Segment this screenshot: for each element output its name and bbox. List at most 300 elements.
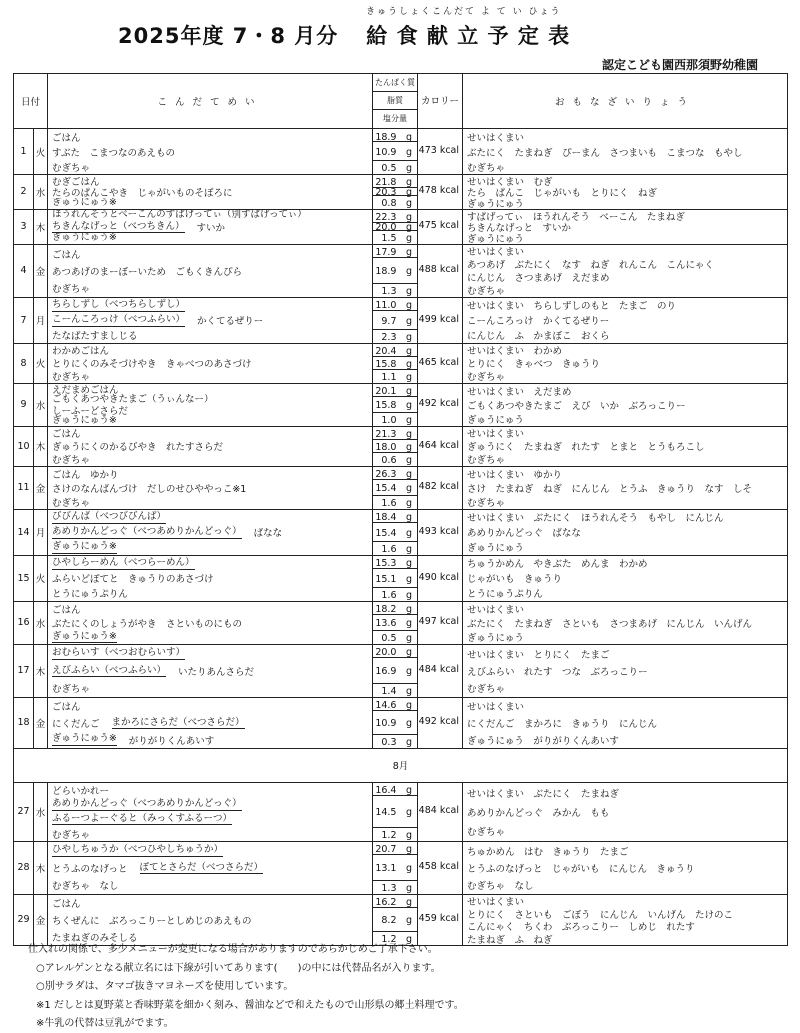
ingredient-line: ぎゅうにゅう (467, 234, 524, 244)
ingredients-cell (463, 894, 788, 945)
fat-value: 20.3 g (373, 188, 417, 196)
ingredient-line: ごもくあつやきたまご えび いか ぶろっこりー (467, 400, 686, 412)
menu-line (48, 245, 372, 262)
day-row (14, 175, 788, 210)
day-number: 29 (14, 894, 34, 945)
weekday: 水 (34, 782, 48, 841)
menu-line (48, 344, 372, 357)
menu-cell (48, 244, 373, 297)
nutrition-cell (373, 509, 418, 555)
menu-item: むぎちゃ (52, 372, 91, 383)
menu-item: がりがりくんあいす (128, 735, 215, 747)
day-row (14, 426, 788, 466)
ingredient-line: ぎゅうにく たまねぎ れたす とまと とうもろこし (467, 442, 705, 453)
calorie-value: 478 kcal (418, 175, 463, 210)
fat-value: 13.6 g (373, 615, 417, 631)
protein-value: 18.9 g (373, 130, 417, 142)
ingredient-line: せいはくまい (467, 247, 525, 258)
nutrition-cell (373, 209, 418, 244)
menu-cell (48, 383, 373, 426)
protein-value: 26.3 g (373, 468, 417, 480)
menu-line (48, 797, 372, 812)
ingredient-line: にんじん さつまあげ えだまめ (467, 273, 610, 284)
salt-value: 1.3 g (381, 285, 413, 297)
protein-value: 20.1 g (373, 385, 417, 397)
day-row (14, 509, 788, 555)
salt-value: 0.3 g (381, 736, 413, 748)
weekday: 木 (34, 209, 48, 244)
salt-value: 1.3 g (381, 882, 413, 894)
day-number: 7 (14, 297, 34, 343)
menu-item: ごはん (52, 604, 81, 616)
allergen-menu-item: ぽてとさらだ（べつさらだ） (139, 861, 264, 873)
allergen-menu-item: ちらしずし（べつちらしずし） (52, 299, 186, 311)
calorie-value: 490 kcal (418, 555, 463, 601)
menu-line (48, 715, 372, 732)
table-header-row (14, 74, 788, 129)
menu-item: ぎゅうにくのかるびやき れたすさらだ (52, 442, 224, 453)
menu-item: たなばたすましじる (52, 331, 138, 343)
ingredient-line: ぶたにく たまねぎ さといも さつまあげ にんじん いんげん (467, 618, 753, 630)
menu-line (48, 510, 372, 525)
day-row (14, 383, 788, 426)
day-number: 17 (14, 644, 34, 697)
protein-value: 16.2 g (373, 896, 417, 908)
ingredient-line: せいはくまい むぎ (467, 176, 553, 187)
calorie-value: 493 kcal (418, 509, 463, 555)
school-name: 認定こども園西那須野幼稚園 (601, 58, 758, 72)
salt-value: 0.6 g (381, 454, 413, 466)
menu-item: すいか (196, 222, 226, 233)
menu-line (48, 540, 372, 555)
ingredient-line: せいはくまい ゆかり (467, 469, 563, 481)
note-line: 仕入れの関係で、多少メニューが変更になる場合がありますのであらかじめご了承下さい。 (28, 944, 438, 955)
menu-cell (48, 466, 373, 509)
ingredient-line: むぎちゃ (467, 372, 506, 383)
fat-value: 14.5 g (373, 796, 417, 828)
menu-item: ごはん ゆかり (52, 469, 119, 481)
ingredient-line: ぎゅうにゅう がりがりくんあいす (467, 735, 619, 747)
menu-line (48, 645, 372, 662)
month-separator-row (14, 748, 788, 782)
allergen-menu-item: ぎゅうにゅう※ (52, 415, 117, 426)
allergen-menu-item: びびんば（べつびびんば） (52, 511, 167, 523)
menu-line (48, 405, 372, 416)
fat-value: 15.4 g (373, 523, 417, 542)
ingredient-line: すぱげってぃ ほうれんそう べーこん たまねぎ (467, 211, 685, 222)
menu-line (48, 453, 372, 466)
weekday: 金 (34, 244, 48, 297)
ingredient-line: ぎゅうにゅう (467, 632, 524, 644)
note-line: ※牛乳の代替は豆乳がでます。 (36, 1018, 174, 1029)
menu-item: むぎごはん (52, 176, 100, 187)
protein-value: 20.7 g (373, 843, 417, 855)
day-row (14, 697, 788, 748)
ingredient-line: ぶたにく たまねぎ ぴーまん さつまいも こまつな もやし (467, 147, 743, 159)
allergen-menu-item: ふるーつよーぐると（みっくすふるーつ） (52, 812, 233, 824)
menu-item: ごはん (52, 429, 81, 440)
menu-line (48, 481, 372, 495)
menu-line (48, 262, 372, 279)
day-row (14, 841, 788, 894)
calorie-value: 465 kcal (418, 343, 463, 383)
ingredient-line: むぎちゃ (467, 286, 506, 297)
salt-value: 1.0 g (381, 414, 413, 426)
calorie-value: 473 kcal (418, 129, 463, 175)
ingredient-line: たら ぱんこ じゃがいも とりにく ねぎ (467, 188, 658, 198)
menu-item: むぎちゃ (52, 455, 91, 466)
weekday: 水 (34, 175, 48, 210)
title-main: 給 食 献 立 予 定 表 (366, 24, 571, 48)
menu-line (48, 895, 372, 912)
weekday: 木 (34, 644, 48, 697)
fat-value: 15.8 g (373, 357, 417, 370)
salt-value: 1.2 g (381, 829, 413, 841)
allergen-menu-item: えびふらい（べつふらい） (52, 664, 167, 676)
day-number: 16 (14, 601, 34, 644)
weekday: 火 (34, 555, 48, 601)
nutrition-cell (373, 555, 418, 601)
menu-line (48, 680, 372, 697)
menu-item: ばなな (253, 528, 283, 540)
menu-cell (48, 894, 373, 945)
weekday: 水 (34, 383, 48, 426)
calorie-value: 458 kcal (418, 841, 463, 894)
ingredient-line: せいはくまい ぶたにく ほうれんそう もやし にんじん (467, 513, 724, 525)
protein-value: 11.0 g (373, 299, 417, 311)
allergen-menu-item: ひやしらーめん（べつらーめん） (52, 557, 195, 569)
day-number: 8 (14, 343, 34, 383)
ingredients-cell (463, 129, 788, 175)
menu-item: むぎちゃ なし (52, 881, 119, 893)
ingredient-line: せいはくまい えだまめ (467, 386, 572, 398)
menu-line (48, 394, 372, 405)
allergen-menu-item: ちきんなげっと（べつちきん） (52, 221, 185, 232)
menu-line (48, 495, 372, 509)
menu-line (48, 384, 372, 395)
weekday: 月 (34, 297, 48, 343)
fat-value: 18.9 g (373, 258, 417, 284)
nutrition-cell (373, 644, 418, 697)
menu-cell (48, 129, 373, 175)
ingredients-cell (463, 466, 788, 509)
day-number: 15 (14, 555, 34, 601)
day-row (14, 209, 788, 244)
menu-item: しーふーどさらだ (52, 406, 128, 416)
ingredient-line: せいはくまい とりにく たまご (467, 649, 610, 661)
menu-line (48, 198, 372, 209)
menu-table (13, 73, 788, 946)
allergen-menu-item: まかろにさらだ（べつさらだ） (111, 716, 245, 728)
nutrition-cell (373, 383, 418, 426)
day-number: 9 (14, 383, 34, 426)
menu-cell (48, 555, 373, 601)
menu-line (48, 616, 372, 630)
menu-line (48, 210, 372, 221)
menu-item: どらいかれー (52, 786, 110, 798)
calorie-value: 488 kcal (418, 244, 463, 297)
ingredients-cell (463, 383, 788, 426)
fat-value: 15.1 g (373, 569, 417, 588)
allergen-menu-item: ぎゅうにゅう※ (52, 630, 117, 642)
ingredient-line: せいはくまい (467, 132, 525, 144)
allergen-menu-item: こーんころっけ（べつふらい） (52, 314, 186, 326)
weekday: 金 (34, 894, 48, 945)
allergen-menu-item: ひやしちゅうか（べつひやしちゅうか） (52, 844, 224, 856)
ingredient-line: さけ たまねぎ ねぎ にんじん とうふ きゅうり なす しそ (467, 483, 753, 495)
salt-value: 0.5 g (381, 632, 413, 644)
menu-cell (48, 175, 373, 210)
nutrition-cell (373, 466, 418, 509)
menu-cell (48, 209, 373, 244)
menu-line (48, 175, 372, 186)
menu-line (48, 280, 372, 297)
ingredient-line: せいはくまい (467, 604, 525, 616)
day-row (14, 601, 788, 644)
protein-value: 21.8 g (373, 176, 417, 188)
menu-item: とうふのなげっと (52, 863, 128, 875)
ingredients-cell (463, 555, 788, 601)
ingredient-line: せいはくまい ちらしずしのもと たまご のり (467, 301, 677, 313)
allergen-menu-item: ぎゅうにゅう※ (52, 541, 117, 553)
allergen-menu-item: ぎゅうにゅう※ (52, 232, 117, 244)
protein-value: 22.3 g (373, 211, 417, 223)
ingredients-cell (463, 841, 788, 894)
page-title (118, 20, 570, 50)
ingredient-line: ぎゅうにゅう (467, 543, 524, 555)
menu-line (48, 630, 372, 644)
menu-item: むぎちゃ (52, 684, 91, 696)
header-menu: こんだてめい (48, 74, 373, 129)
ingredient-line: あめりかんどっぐ ばなな (467, 528, 581, 540)
menu-line (48, 159, 372, 174)
menu-item: いたりあんさらだ (178, 666, 255, 678)
ingredient-line: むぎちゃ (467, 162, 506, 174)
allergen-menu-item: ぎゅうにゅう※ (52, 733, 117, 745)
menu-line (48, 233, 372, 244)
weekday: 月 (34, 509, 48, 555)
calorie-value: 484 kcal (418, 644, 463, 697)
day-row (14, 297, 788, 343)
menu-item: ちくぜんに ぶろっこりーとしめじのあえもの (52, 915, 252, 927)
menu-cell (48, 343, 373, 383)
menu-line (48, 586, 372, 601)
header-day: 日付 (14, 74, 48, 129)
calorie-value: 482 kcal (418, 466, 463, 509)
menu-item: さけのなんばんづけ だしのせひややっこ※1 (52, 483, 247, 495)
menu-item: ごはん (52, 132, 81, 144)
menu-line (48, 440, 372, 453)
ingredient-line: こんにゃく ちくわ ぶろっこりー しめじ れたす (467, 922, 695, 933)
menu-line (48, 525, 372, 540)
ingredient-line: にんじん ふ かまぼこ おくら (467, 331, 610, 343)
fat-value: 13.1 g (373, 855, 417, 881)
notes (28, 941, 464, 1033)
ingredient-line: ちゅうかめん やきぶた めんま わかめ (467, 559, 648, 571)
menu-line (48, 427, 372, 440)
menu-line (48, 370, 372, 383)
note-line: ○アレルゲンとなる献立名には下線が引いてあります( )の中には代替品名が入ります。 (36, 962, 441, 974)
nutrition-cell (373, 297, 418, 343)
ingredient-line: にくだんご まかろに きゅうり にんじん (467, 718, 658, 730)
ingredient-line: ぎゅうにゅう (467, 199, 524, 209)
menu-line (48, 313, 372, 328)
nutrition-cell (373, 601, 418, 644)
salt-value: 1.1 g (381, 371, 413, 383)
calorie-value: 464 kcal (418, 426, 463, 466)
nutrition-cell (373, 697, 418, 748)
header-nutrition (373, 74, 418, 129)
menu-item: ごはん (52, 249, 81, 261)
weekday: 火 (34, 129, 48, 175)
weekday: 火 (34, 343, 48, 383)
salt-value: 1.5 g (381, 232, 413, 244)
menu-line (48, 826, 372, 841)
fat-value: 15.8 g (373, 397, 417, 413)
menu-item: ごはん (52, 899, 81, 911)
calorie-value: 475 kcal (418, 209, 463, 244)
ingredients-cell (463, 343, 788, 383)
ingredient-line: せいはくまい (467, 897, 525, 908)
calorie-value: 492 kcal (418, 383, 463, 426)
day-row (14, 129, 788, 175)
menu-line (48, 298, 372, 313)
menu-line (48, 783, 372, 798)
menu-cell (48, 426, 373, 466)
protein-value: 20.4 g (373, 345, 417, 357)
ingredients-cell (463, 209, 788, 244)
protein-value: 14.6 g (373, 699, 417, 711)
ingredient-line: むぎちゃ (467, 455, 506, 466)
salt-value: 1.6 g (381, 543, 413, 555)
salt-value: 0.5 g (381, 163, 413, 174)
ingredient-line: とうにゅうぷりん (467, 589, 543, 601)
fat-value: 18.0 g (373, 440, 417, 453)
menu-cell (48, 297, 373, 343)
menu-line (48, 602, 372, 616)
nutrition-cell (373, 244, 418, 297)
menu-item: たらのぱんこやき じゃがいものそぼろに (52, 188, 233, 198)
menu-line (48, 912, 372, 929)
menu-item: むぎちゃ (52, 829, 91, 841)
ingredient-line: せいはくまい (467, 702, 525, 714)
day-number: 11 (14, 466, 34, 509)
calorie-value: 497 kcal (418, 601, 463, 644)
salt-value: 0.8 g (381, 197, 413, 209)
menu-item: ごはん (52, 702, 81, 714)
salt-value: 1.6 g (381, 589, 413, 601)
ingredient-line: とうふのなげっと じゃがいも にんじん きゅうり (467, 863, 695, 875)
weekday: 木 (34, 841, 48, 894)
day-number: 28 (14, 841, 34, 894)
menu-cell (48, 782, 373, 841)
protein-value: 18.4 g (373, 511, 417, 523)
title-period: 2025年度 7・8 月分 (118, 24, 339, 48)
day-row (14, 244, 788, 297)
note-line: ※1 だしとは夏野菜と香味野菜を細かく刻み、醤油などで和えたもので山形県の郷土料理です。 (36, 999, 464, 1011)
protein-value: 17.9 g (373, 246, 417, 258)
ingredient-line: むぎちゃ (467, 827, 506, 839)
header-ingredients: おもなざいりょう (463, 74, 788, 129)
month-separator: 8月 (14, 748, 788, 782)
menu-item: むぎちゃ (52, 162, 91, 174)
allergen-menu-item: ごもくあつやきたまご（うぃんなー） (52, 394, 214, 405)
ingredient-line: えびふらい れたす つな ぶろっこりー (467, 666, 648, 678)
day-row (14, 894, 788, 945)
menu-line (48, 877, 372, 894)
menu-line (48, 556, 372, 571)
nutrition-cell (373, 175, 418, 210)
allergen-menu-item: あめりかんどっぐ（べつあめりかんどっぐ） (52, 798, 242, 810)
ingredients-cell (463, 244, 788, 297)
calorie-value: 459 kcal (418, 894, 463, 945)
ingredient-line: ちきんなげっと すいか (467, 222, 572, 233)
day-number: 3 (14, 209, 34, 244)
fat-value: 9.7 g (373, 311, 417, 330)
ingredient-line: せいはくまい ぶたにく たまねぎ (467, 788, 620, 800)
day-row (14, 466, 788, 509)
weekday: 水 (34, 601, 48, 644)
ingredient-line: せいはくまい (467, 429, 525, 440)
ingredient-line: せいはくまい わかめ (467, 346, 563, 357)
menu-cell (48, 509, 373, 555)
menu-line (48, 812, 372, 827)
menu-line (48, 698, 372, 715)
salt-value: 2.3 g (381, 331, 413, 343)
header-protein: たんぱく質 (373, 74, 417, 92)
menu-item: わかめごはん (52, 346, 110, 357)
menu-line (48, 731, 372, 748)
title-ruby: きゅうしょくこんだて よ て い ひょう (366, 7, 562, 17)
day-number: 27 (14, 782, 34, 841)
ingredient-line: じゃがいも きゅうり (467, 574, 563, 586)
ingredient-line: たまねぎ ふ ねぎ (467, 934, 553, 945)
ingredients-cell (463, 601, 788, 644)
menu-cell (48, 601, 373, 644)
day-row (14, 782, 788, 841)
ingredient-line: むぎちゃ なし (467, 881, 534, 893)
ingredient-line: むぎちゃ (467, 497, 506, 509)
nutrition-cell (373, 129, 418, 175)
allergen-menu-item: ぎゅうにゅう※ (52, 197, 117, 209)
weekday: 金 (34, 466, 48, 509)
protein-value: 15.3 g (373, 557, 417, 569)
menu-cell (48, 644, 373, 697)
ingredients-cell (463, 297, 788, 343)
fat-value: 20.0 g (373, 223, 417, 231)
allergen-menu-item: あめりかんどっぐ（べつあめりかんどっぐ） (52, 526, 242, 538)
menu-line (48, 186, 372, 197)
menu-item: とりにくのみそづけやき きゃべつのあさづけ (52, 359, 252, 370)
header-salt: 塩分量 (383, 114, 408, 123)
header-calorie: カロリー (418, 74, 463, 129)
calorie-value: 492 kcal (418, 697, 463, 748)
menu-line (48, 662, 372, 679)
ingredient-line: ぎゅうにゅう (467, 414, 524, 426)
day-number: 14 (14, 509, 34, 555)
menu-item: あつあげのまーぼーいため ごもくきんぴら (52, 266, 243, 278)
menu-item: ぶたにくのしょうがやき さといものにもの (52, 618, 243, 630)
allergen-menu-item: おむらいす（べつおむらいす） (52, 647, 186, 659)
fat-value: 8.2 g (373, 908, 417, 932)
ingredients-cell (463, 782, 788, 841)
menu-line (48, 842, 372, 859)
menu-item: とうにゅうぷりん (52, 589, 128, 601)
menu-line (48, 415, 372, 426)
fat-value: 16.9 g (373, 658, 417, 684)
day-number: 4 (14, 244, 34, 297)
day-number: 10 (14, 426, 34, 466)
